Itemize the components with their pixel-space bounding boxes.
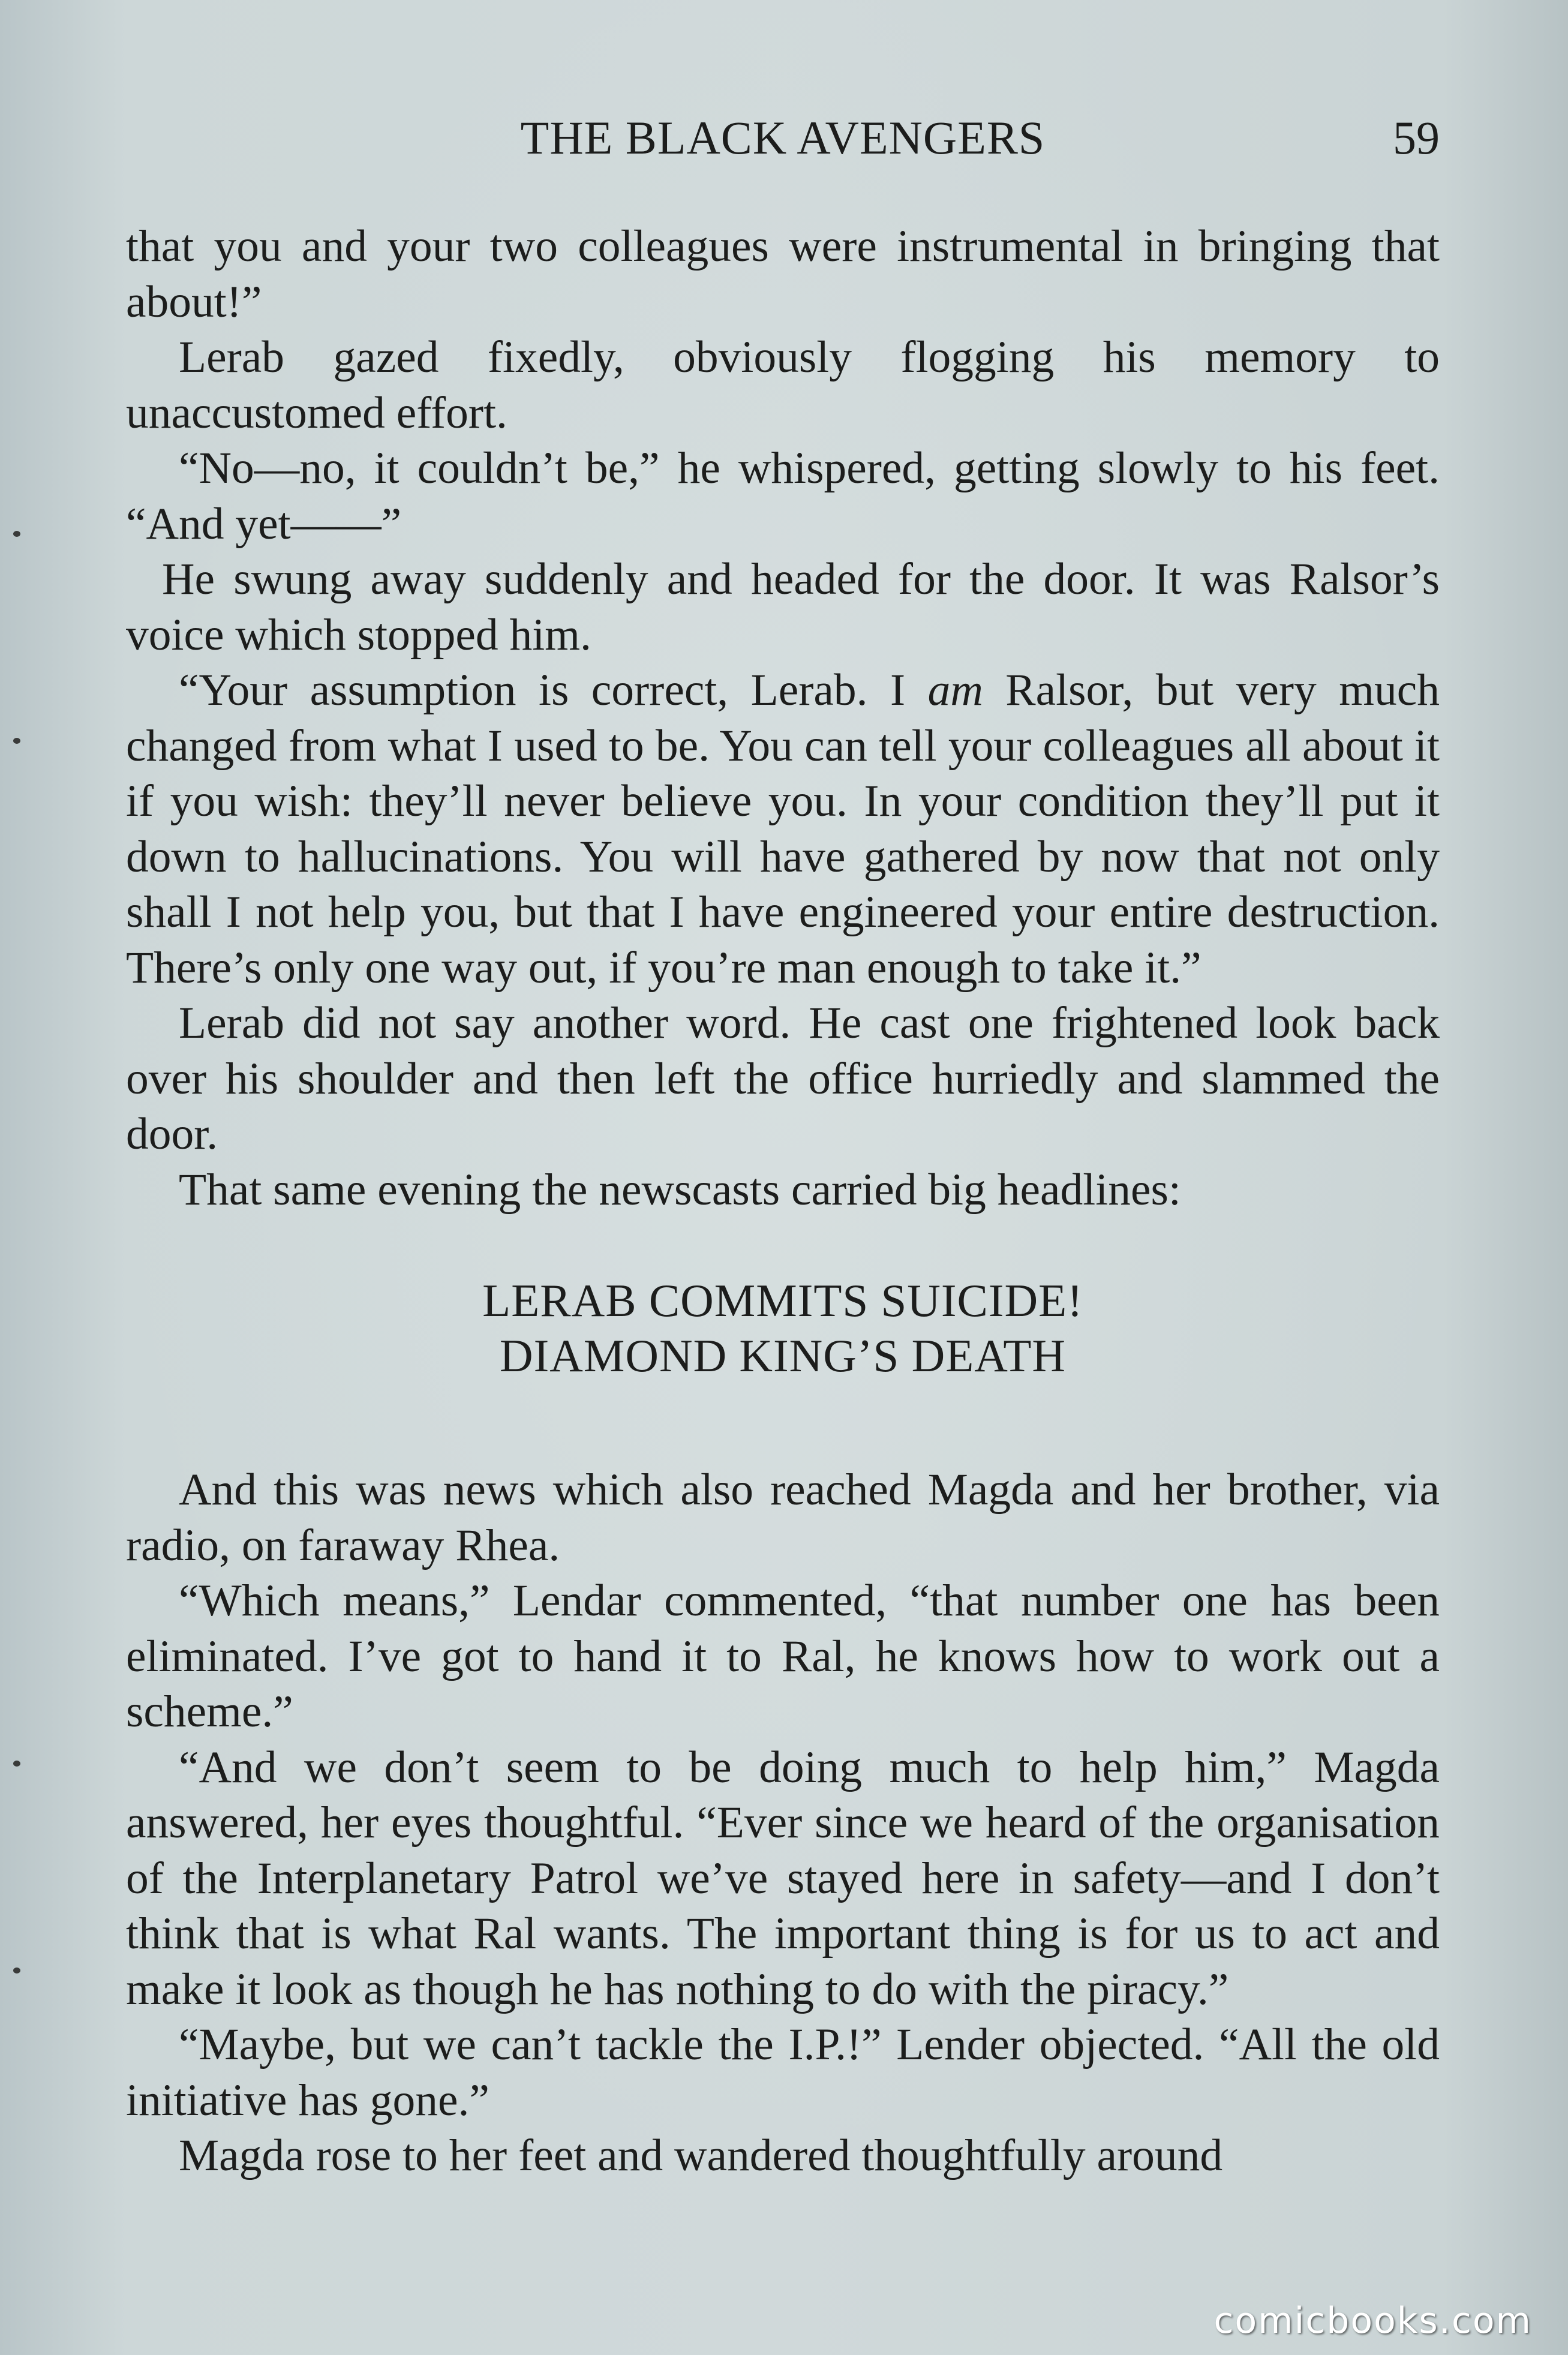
paragraph: “And we don’t seem to be doing much to help him,” Magda answered, her eyes thoughtful. “Ever since we heard of the organisation of the Interplanetary Patrol we’ve stayed here in safety—and I don’t think that is what Ral wants. The important thing is for us to act and make it look as though he has nothing to do with the piracy.” [126,1742,1440,2014]
paragraph: that you and your two colleagues were instrumental in bringing that about!” [126,221,1440,327]
paragraph [126,663,1440,996]
margin-mark [13,531,20,537]
running-title: THE BLACK AVENGERS [520,112,1046,164]
margin-mark [13,1761,20,1767]
margin-mark [13,1967,20,1973]
running-head [126,105,1440,171]
paragraph: He swung away suddenly and headed for the door. It was Ralsor’s voice which stopped him. [126,554,1440,660]
paragraph: Lerab gazed fixedly, obviously flogging his memory to unaccustomed effort. [126,332,1440,438]
watermark-logo: comicbooks.com [1213,2300,1532,2342]
page-number: 59 [1393,112,1440,164]
headline-line: DIAMOND KING’S DEATH [500,1330,1066,1381]
paragraph: Magda rose to her feet and wandered thoughtfully around [179,2131,1223,2180]
paragraph: That same evening the newscasts carried big headlines: [179,1164,1181,1215]
paragraph: “Which means,” Lendar commented, “that number one has been eliminated. I’ve got to hand it to Ral, he knows how to work out a scheme.” [126,1576,1440,1737]
paragraph-text: Ralsor, but very much changed from what I used to be. You can tell your colleagues all about it if you wish: they’ll never believe you. In your condition they’ll put it down to hallucinations. You will have gathered by now that not only shall I not help you, but that I have engineered your entire destruction. There’s only one way out, if you’re man enough to take it.” [126,665,1440,993]
paragraph: “No—no, it couldn’t be,” he whispered, getting slowly to his feet. “And yet——” [126,443,1440,549]
margin-mark [13,738,20,744]
emphasis-text: am [927,665,983,715]
paragraph: Lerab did not say another word. He cast one frightened look back over his shoulder and then left the office hurriedly and slammed the door. [126,998,1440,1159]
paragraph-text: “Your assumption is correct, Lerab. I [179,665,928,715]
headline-line: LERAB COMMITS SUICIDE! [482,1275,1083,1326]
body-text [126,219,1440,2184]
paragraph: And this was news which also reached Magda and her brother, via radio, on faraway Rhea. [126,1465,1440,1570]
paragraph: “Maybe, but we can’t tackle the I.P.!” Lender objected. “All the old initiative has gone.” [126,2020,1440,2125]
headline-block [126,1273,1440,1383]
